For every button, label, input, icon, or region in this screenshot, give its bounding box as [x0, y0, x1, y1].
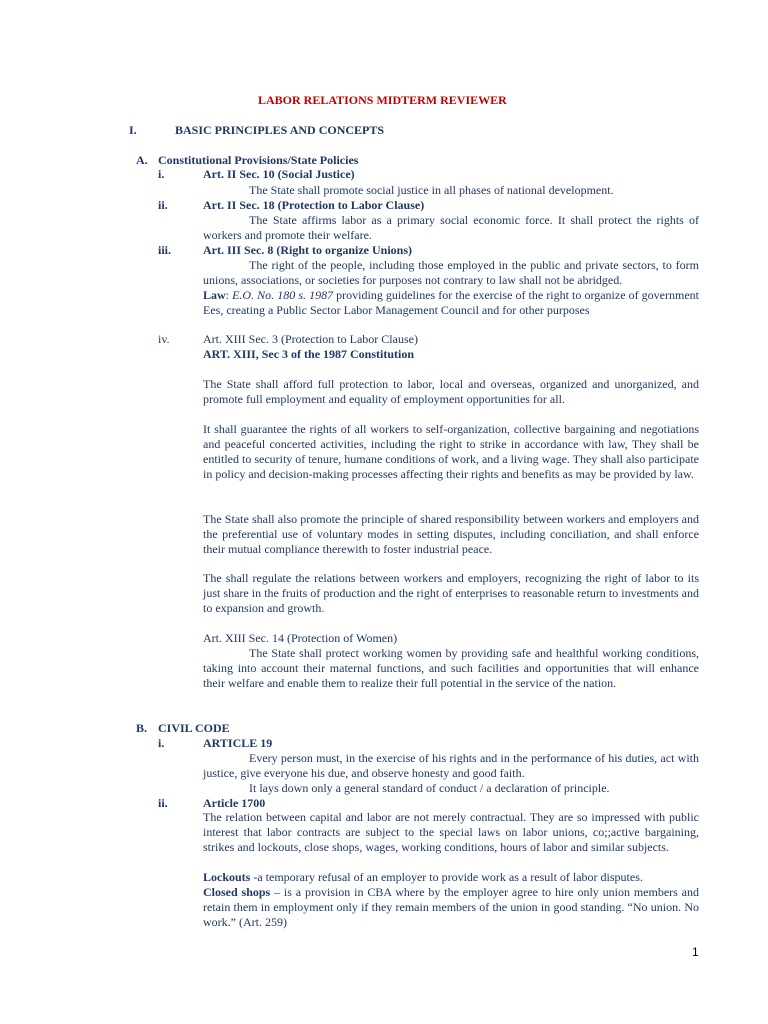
- definition-text: -a temporary refusal of an employer to provide work as a result of labor disputes.: [250, 870, 643, 884]
- item-heading: Art. XIII Sec. 3 (Protection to Labor Clause): [203, 332, 418, 346]
- law-paragraph: [203, 288, 699, 318]
- item-subheading: ART. XIII, Sec 3 of the 1987 Constitution: [203, 347, 415, 361]
- law-text: providing guidelines for the exercise of the right to organize of government Ees, creating a Public Sector Labor Management Council and for other purposes: [203, 288, 699, 317]
- article-paragraph: The shall regulate the relations between workers and employers, recognizing the right of labor to its just share in the fruits of production and the right of enterprises to reasonable return to investments and to expansion and growth.: [203, 571, 699, 615]
- section-number: I.: [129, 123, 137, 137]
- item-text: Every person must, in the exercise of his rights and in the performance of his duties, act with justice, give everyone his due, and observe honesty and good faith.: [203, 751, 699, 780]
- subsection-title: CIVIL CODE: [158, 721, 230, 735]
- item-heading: Article 1700: [203, 796, 266, 810]
- item-number: iv.: [158, 332, 170, 346]
- definition-lockouts: [203, 870, 699, 885]
- item-text: The relation between capital and labor are not merely contractual. They are so impressed with public interest that labor contracts are subject to the special laws on labor unions, co;;active bargaining, strikes and lockouts, close shops, wages, working conditions, hours of labor and similar subjects.: [203, 810, 699, 854]
- definition-term: Lockouts: [203, 870, 251, 884]
- item-text: The State affirms labor as a primary social economic force. It shall protect the rights of workers and promote their welfare.: [203, 213, 699, 242]
- article-paragraph: The State shall afford full protection to labor, local and overseas, organized and unorganized, and promote full employment and equality of employment opportunities for all.: [203, 377, 699, 406]
- item-heading: Art. II Sec. 18 (Protection to Labor Clause): [203, 198, 425, 212]
- item-number: i.: [158, 167, 165, 181]
- item-text: The State shall promote social justice in all phases of national development.: [249, 183, 614, 197]
- item-number: ii.: [158, 796, 168, 810]
- subsection-letter: A.: [136, 153, 148, 167]
- page-number: 1: [692, 945, 699, 959]
- item-heading: Art. III Sec. 8 (Right to organize Unions): [203, 243, 412, 257]
- definition-closed-shops: [203, 885, 699, 930]
- document-title: LABOR RELATIONS MIDTERM REVIEWER: [258, 93, 507, 107]
- item-number: iii.: [158, 243, 172, 257]
- item-text: It lays down only a general standard of conduct / a declaration of principle.: [249, 781, 610, 795]
- item-number: i.: [158, 736, 165, 750]
- subsection-letter: B.: [136, 721, 148, 735]
- article-paragraph: The State shall also promote the principle of shared responsibility between workers and employers and the preferential use of voluntary modes in setting disputes, including conciliation, and shall enforce their mutual compliance therewith to foster industrial peace.: [203, 512, 699, 556]
- law-colon: :: [225, 288, 233, 302]
- item-number: ii.: [158, 198, 168, 212]
- article-paragraph: It shall guarantee the rights of all workers to self-organization, collective bargaining and negotiations and peaceful concerted activities, including the right to strike in accordance with law, They shall be entitled to security of tenure, humane conditions of work, and a living wage. They shall also participate in policy and decision-making processes affecting their rights and benefits as may be provided by law.: [203, 422, 699, 481]
- law-label: Law: [203, 288, 226, 302]
- item-heading: Art. II Sec. 10 (Social Justice): [203, 167, 355, 181]
- subsection-title: Constitutional Provisions/State Policies: [158, 153, 359, 167]
- item-heading: ARTICLE 19: [203, 736, 273, 750]
- article-heading: Art. XIII Sec. 14 (Protection of Women): [203, 631, 398, 645]
- definition-text: – is a provision in CBA where by the employer agree to hire only union members and retain them in employment only if they remain members of the union in good standing. “No union. No work.” (Art. 259): [203, 885, 700, 929]
- article-paragraph: The State shall protect working women by providing safe and healthful working conditions, taking into account their maternal functions, and such facilities and opportunities that will enhance their welfare and enable them to realize their full potential in the service of the nation.: [203, 646, 699, 690]
- law-reference: E.O. No. 180 s. 1987: [232, 288, 334, 302]
- item-text: The right of the people, including those employed in the public and private sectors, to form unions, associations, or societies for purposes not contrary to law shall not be abridged.: [203, 258, 699, 287]
- section-title: BASIC PRINCIPLES AND CONCEPTS: [175, 123, 385, 137]
- definition-term: Closed shops: [203, 885, 271, 899]
